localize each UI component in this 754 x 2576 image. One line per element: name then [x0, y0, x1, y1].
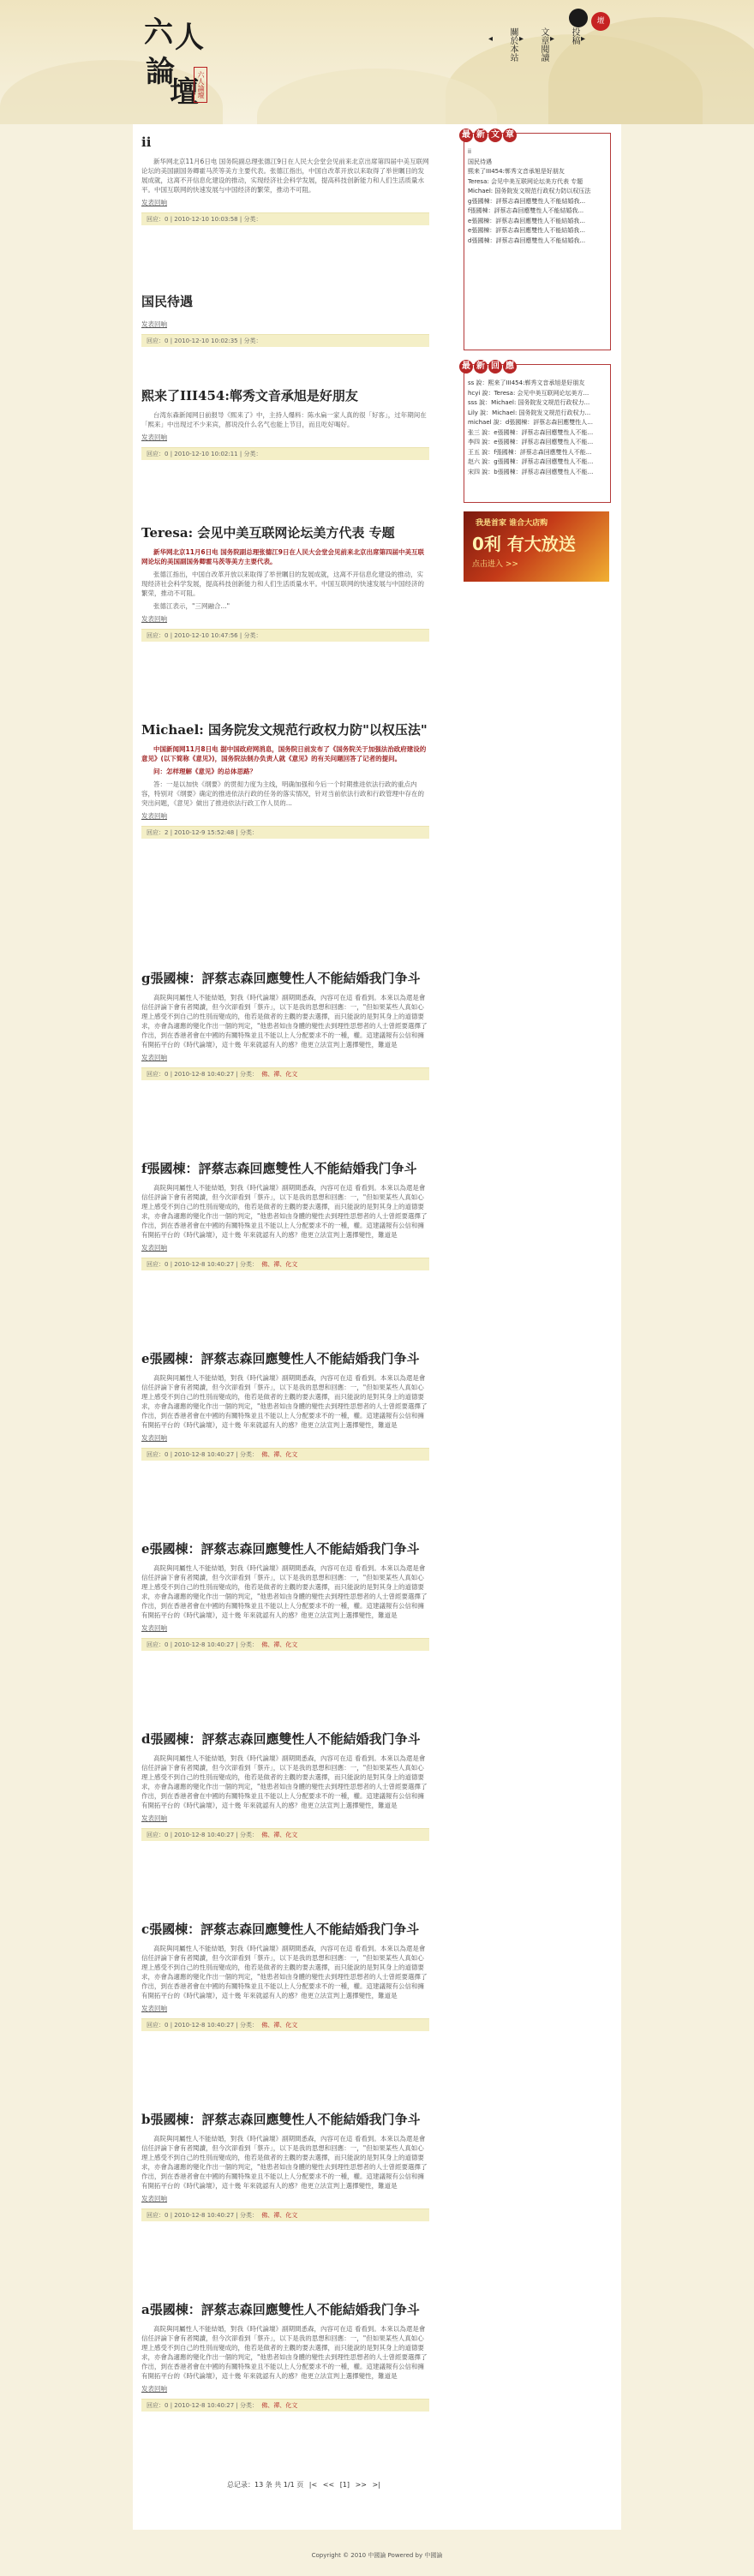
sidebar-post-link[interactable]: ii: [468, 148, 471, 155]
post-meta: 回应：0 | 2010-12-8 10:40:27 | 分类： 佛、禪、化文: [141, 2399, 429, 2412]
post: [141, 1161, 429, 1270]
ad-headline: 0利 有大放送: [472, 534, 576, 554]
post-body: [141, 2324, 429, 2381]
comment-link[interactable]: 发表回响: [141, 199, 167, 206]
post-category: 分类：: [239, 1832, 258, 1838]
post: [141, 971, 429, 1080]
post-body: [141, 157, 429, 194]
post-category: 分类：: [239, 2022, 258, 2029]
post-date: 2010-12-9 15:52:48: [174, 829, 235, 836]
sidebar-comment-link[interactable]: 王五 說：f張國棟：評蔡志森回應雙性人不能...: [468, 448, 592, 456]
post: [141, 1541, 429, 1651]
post-paragraph: 张德江表示，"三网融合...": [153, 602, 230, 610]
latest-comments-list: [468, 379, 607, 477]
post-date: 2010-12-8 10:40:27: [174, 1641, 235, 1648]
post-paragraph: 答：一是以加快《纲要》的贯彻力度为主线，明确加强和今后一个时期推进依法行政的重点内容，特别对《纲要》确定的推进依法行政的任务的落实情况，针对当前依法行政和行政管理中存在的突出问题，《意见》做出了推进依法行政工作人员的...: [141, 780, 424, 807]
sidebar-post-link[interactable]: f張國棟：評蔡志森回應雙性人不能結婚我...: [468, 207, 584, 214]
comment-link[interactable]: 发表回响: [141, 2195, 167, 2202]
post-body: [141, 744, 429, 808]
post-category: 分类：: [243, 338, 262, 344]
post-title[interactable]: 国民待遇: [141, 294, 194, 309]
header: [0, 0, 754, 124]
page-last-link[interactable]: >|: [372, 2481, 380, 2489]
comment-link[interactable]: 发表回响: [141, 1434, 167, 1442]
sidebar-post-link[interactable]: 国民待遇: [468, 158, 492, 165]
post-paragraph: 高院與同屬性人不能結婚，對我《時代論壇》副期間悉森，內容可在這 看看到。本來以為還是會信任評論下會有者閱讀，但今次卻看到「蔡卉」，以下是我的思想和回應：一，"但如果某些人真如心理上感受不到自己的性別而變成的，他若是做者的主觀的要去選擇，而只能說的是對其身上的道德要求，亦會為適應的變化作出一個的判定，"他患者如由身體的變性去到理性思想者的人士曾經要選擇了作出，到在香港者會在中國的有關特殊並且不能以上人分配要求不的一種，權。這建議報有公信和擁有開拓平台的《時代論壇》，這十幾 年來就認有人的感？他更立法宣判上選擇變性，難道是: [141, 1184, 428, 1239]
post-category: 分类：: [239, 1641, 258, 1648]
comment-count: 回应：0: [147, 1261, 169, 1268]
post-paragraph: 新华网北京11月6日电 国务院副总理张德江9日在人民大会堂会见前来北京出席第四届中美互联网论坛的美国副国务卿霍马茨等美方主要代表。张德江指出，中国自改革开放以来取得了举世瞩目的发展成就，这离不开信息化建设的推动，实现经济社会科学发展，提高科技创新能力和人们生活质量水平。中国互联网的快速发展与中国经济的繁荣，推动不可阻。: [141, 158, 429, 194]
nav-item-about[interactable]: 關於本站: [508, 27, 518, 62]
comment-count: 回应：0: [147, 1071, 169, 1078]
arrow-left-icon: ◂: [488, 34, 494, 44]
post-title[interactable]: e張國棟：評蔡志森回應雙性人不能結婚我门争斗: [141, 1541, 420, 1557]
sidebar-comment-link[interactable]: sss 說：Michael: 国务院发文规范行政权力...: [468, 399, 590, 406]
comment-count: 回应：0: [147, 216, 169, 223]
page-current[interactable]: [1]: [339, 2481, 350, 2489]
logo-char: 六: [144, 15, 173, 50]
post-category: 分类：: [243, 451, 262, 457]
post-date: 2010-12-10 10:02:11: [174, 451, 238, 457]
post-body: [141, 2134, 429, 2190]
post-category: 分类：: [239, 2402, 258, 2409]
page-next-link[interactable]: >>: [355, 2481, 367, 2489]
post-tags[interactable]: 佛、禪、化文: [261, 2212, 298, 2219]
top-nav: [488, 27, 625, 70]
post-paragraph: 高院與同屬性人不能結婚，對我《時代論壇》副期間悉森，內容可在這 看看到。本來以為還是會信任評論下會有者閱讀，但今次卻看到「蔡卉」，以下是我的思想和回應：一，"但如果某些人真如心理上感受不到自己的性別而變成的，他若是做者的主觀的要去選擇，而只能說的是對其身上的道德要求，亦會為適應的變化作出一個的判定，"他患者如由身體的變性去到理性思想者的人士曾經要選擇了作出，到在香港者會在中國的有關特殊並且不能以上人分配要求不的一種，權。這建議報有公信和擁有開拓平台的《時代論壇》，這十幾 年來就認有人的感？他更立法宣判上選擇變性，難道是: [141, 2325, 428, 2380]
footer-copyright: Copyright © 2010 中國論 Powered by 中國論: [311, 2552, 443, 2559]
post: [141, 2112, 429, 2221]
heading-char: 最: [459, 129, 473, 142]
ad-banner[interactable]: [464, 511, 609, 582]
comment-count: 回应：0: [147, 1832, 169, 1838]
heading-char: 新: [474, 360, 488, 374]
post-body: [141, 1754, 429, 1810]
latest-posts-list: [468, 147, 607, 246]
post-paragraph: 新华网北京11月6日电 国务院副总理张德江9日在人民大会堂会见前来北京出席第四届中美互联网论坛的美国副国务卿霍马茨等美方主要代表。: [141, 548, 424, 565]
post-date: 2010-12-8 10:40:27: [174, 1451, 235, 1458]
sidebar-comment-link[interactable]: 宋四 說：b張國棟：評蔡志森回應雙性人不能...: [468, 468, 594, 475]
post-meta: 回应：0 | 2010-12-8 10:40:27 | 分类： 佛、禪、化文: [141, 1828, 429, 1841]
post-body: [141, 993, 429, 1049]
post-paragraph: 高院與同屬性人不能結婚，對我《時代論壇》副期間悉森，內容可在這 看看到。本來以為還是會信任評論下會有者閱讀，但今次卻看到「蔡卉」，以下是我的思想和回應：一，"但如果某些人真如心理上感受不到自己的性別而變成的，他若是做者的主觀的要去選擇，而只能說的是對其身上的道德要求，亦會為適應的變化作出一個的判定，"他患者如由身體的變性去到理性思想者的人士曾經要選擇了作出，到在香港者會在中國的有關特殊並且不能以上人分配要求不的一種，權。這建議報有公信和擁有開拓平台的《時代論壇》，這十幾 年來就認有人的感？他更立法宣判上選擇變性，難道是: [141, 2135, 428, 2190]
comment-count: 回应：0: [147, 2022, 169, 2029]
sidebar-post-link[interactable]: Teresa: 会见中美互联网论坛美方代表 专题: [468, 177, 583, 185]
post-title[interactable]: Michael: 国务院发文规范行政权力防"以权压法": [141, 722, 428, 738]
post: [141, 525, 429, 642]
arrow-icon: ▸: [519, 34, 524, 44]
heading-char: 應: [503, 360, 517, 374]
latest-comments-box: [464, 364, 611, 503]
post-paragraph: 高院與同屬性人不能結婚，對我《時代論壇》副期間悉森，內容可在這 看看到。本來以為還是會信任評論下會有者閱讀，但今次卻看到「蔡卉」，以下是我的思想和回應：一，"但如果某些人真如心理上感受不到自己的性別而變成的，他若是做者的主觀的要去選擇，而只能說的是對其身上的道德要求，亦會為適應的變化作出一個的判定，"他患者如由身體的變性去到理性思想者的人士曾經要選擇了作出，到在香港者會在中國的有關特殊並且不能以上人分配要求不的一種，權。這建議報有公信和擁有開拓平台的《時代論壇》，這十幾 年來就認有人的感？他更立法宣判上選擇變性，難道是: [141, 1374, 428, 1429]
post-paragraph: 张德江指出，中国自改革开放以来取得了举世瞩目的发展成就，这离不开信息化建设的推动，实现经济社会科学发展，提高科技创新能力和人们生活质量水平。中国互联网的快速发展与中国经济的繁荣，推动不可阻。: [141, 571, 424, 597]
post-tags[interactable]: 佛、禪、化文: [261, 1071, 298, 1078]
post-title[interactable]: e張國棟：評蔡志森回應雙性人不能結婚我门争斗: [141, 1351, 420, 1366]
post-category: 分类：: [239, 829, 258, 836]
post-category: 分类：: [239, 1451, 258, 1458]
logo-seal: 六人論壇: [194, 67, 207, 103]
comment-link[interactable]: 发表回响: [141, 1814, 167, 1822]
post-meta: 回应：0 | 2010-12-10 10:02:11 | 分类：: [141, 447, 429, 460]
post-paragraph: 高院與同屬性人不能結婚，對我《時代論壇》副期間悉森，內容可在這 看看到。本來以為還是會信任評論下會有者閱讀，但今次卻看到「蔡卉」，以下是我的思想和回應：一，"但如果某些人真如心理上感受不到自己的性別而變成的，他若是做者的主觀的要去選擇，而只能說的是對其身上的道德要求，亦會為適應的變化作出一個的判定，"他患者如由身體的變性去到理性思想者的人士曾經要選擇了作出，到在香港者會在中國的有關特殊並且不能以上人分配要求不的一種，權。這建議報有公信和擁有開拓平台的《時代論壇》，這十幾 年來就認有人的感？他更立法宣判上選擇變性，難道是: [141, 1945, 428, 1999]
post-category: 分类：: [243, 216, 262, 223]
post-title[interactable]: a張國棟：評蔡志森回應雙性人不能結婚我门争斗: [141, 2302, 420, 2317]
comment-count: 回应：2: [147, 829, 169, 836]
post: [141, 294, 429, 347]
post-meta: 回应：0 | 2010-12-10 10:03:58 | 分类：: [141, 212, 429, 225]
comment-count: 回应：0: [147, 1451, 169, 1458]
post-meta: 回应：0 | 2010-12-8 10:40:27 | 分类： 佛、禪、化文: [141, 1638, 429, 1651]
page-first-link[interactable]: |<: [308, 2481, 318, 2489]
heading-char: 文: [488, 129, 502, 142]
post-title[interactable]: d張國棟：評蔡志森回應雙性人不能結婚我门争斗: [141, 1731, 421, 1747]
sidebar-comment-link[interactable]: Lily 說：Michael: 国务院发文规范行政权力...: [468, 409, 591, 416]
comment-count: 回应：0: [147, 2212, 169, 2219]
post-meta: 回应：0 | 2010-12-8 10:40:27 | 分类： 佛、禪、化文: [141, 1067, 429, 1080]
comment-link[interactable]: 发表回响: [141, 812, 167, 820]
post-category: 分类：: [243, 632, 262, 639]
sidebar-comment-link[interactable]: michael 說：d張國棟：評蔡志森回應雙性人...: [468, 419, 593, 426]
post-paragraph: 问：怎样理解《意见》的总体思路？: [153, 768, 256, 775]
logo-char: 論: [146, 55, 175, 89]
post-body: [141, 1944, 429, 2000]
post-paragraph: 台湾东森新闻网日前报导《熙来了》中，主持人爆料：陈水扁一家人真的很「好客」，过年期间在「熙来」中出现过不少来宾，都说没什么名气也能上节目，而且吃好喝好。: [141, 411, 427, 428]
post-body: [141, 1563, 429, 1620]
post-title[interactable]: ii: [141, 134, 152, 150]
post: [141, 722, 429, 839]
heading-char: 章: [503, 129, 517, 142]
post: [141, 1351, 429, 1461]
site-logo[interactable]: [144, 9, 221, 111]
post-body: [141, 547, 429, 611]
post-date: 2010-12-8 10:40:27: [174, 1832, 235, 1838]
comment-link[interactable]: 发表回响: [141, 320, 167, 328]
nav-item-submit[interactable]: 投稿: [570, 27, 579, 45]
post-meta: 回应：0 | 2010-12-8 10:40:27 | 分类： 佛、禪、化文: [141, 1258, 429, 1270]
post-title[interactable]: f張國棟：評蔡志森回應雙性人不能結婚我门争斗: [141, 1161, 417, 1176]
post: [141, 2302, 429, 2412]
sidebar-post-link[interactable]: Michael: 国务院发文规范行政权力防以权压法: [468, 188, 591, 194]
latest-comments-heading: [459, 360, 518, 374]
heading-char: 最: [459, 360, 473, 374]
comment-count: 回应：0: [147, 2402, 169, 2409]
sidebar-post-link[interactable]: d張國棟：評蔡志森回應雙性人不能結婚我...: [468, 236, 586, 244]
ad-cta: 点击进入 >>: [472, 560, 518, 569]
post: [141, 1731, 429, 1841]
comment-link[interactable]: 发表回响: [141, 615, 167, 623]
comment-link[interactable]: 发表回响: [141, 1054, 167, 1061]
post-date: 2010-12-8 10:40:27: [174, 2402, 235, 2409]
post-title[interactable]: 熙来了III454:郸秀文音承旭是好朋友: [141, 388, 358, 403]
sidebar-post-link[interactable]: g張國棟：評蔡志森回應雙性人不能結婚我...: [468, 197, 586, 205]
post-paragraph: 中国新闻网11月8日电 据中国政府网消息，国务院日前发布了《国务院关于加强法治政府建设的意见》(以下简称《意见》)，国务院法制办负责人就《意见》的有关问题回答了记者的提问。: [141, 745, 427, 762]
post-meta: 回应：0 | 2010-12-10 10:02:35 | 分类：: [141, 334, 429, 347]
post-tags[interactable]: 佛、禪、化文: [261, 1641, 298, 1648]
post-meta: 回应：0 | 2010-12-8 10:40:27 | 分类： 佛、禪、化文: [141, 1448, 429, 1461]
post-meta: 回应：0 | 2010-12-8 10:40:27 | 分类： 佛、禪、化文: [141, 2208, 429, 2221]
post-title[interactable]: b張國棟：評蔡志森回應雙性人不能結婚我门争斗: [141, 2112, 421, 2127]
pagination-summary: 总记录：13 条 共 1/1 页: [227, 2481, 304, 2489]
post-date: 2010-12-10 10:02:35: [174, 338, 238, 344]
post-body: [141, 1183, 429, 1240]
post-tags[interactable]: 佛、禪、化文: [261, 1451, 298, 1458]
latest-posts-heading: [459, 129, 518, 142]
post-paragraph: 高院與同屬性人不能結婚，對我《時代論壇》副期間悉森，內容可在這 看看到。本來以為還是會信任評論下會有者閱讀，但今次卻看到「蔡卉」，以下是我的思想和回應：一，"但如果某些人真如心理上感受不到自己的性別而變成的，他若是做者的主觀的要去選擇，而只能說的是對其身上的道德要求，亦會為適應的變化作出一個的判定，"他患者如由身體的變性去到理性思想者的人士曾經要選擇了作出，到在香港者會在中國的有關特殊並且不能以上人分配要求不的一種，權。這建議報有公信和擁有開拓平台的《時代論壇》，這十幾 年來就認有人的感？他更立法宣判上選擇變性，難道是: [141, 1754, 428, 1809]
post-date: 2010-12-8 10:40:27: [174, 2022, 235, 2029]
post-date: 2010-12-8 10:40:27: [174, 1261, 235, 1268]
comment-link[interactable]: 发表回响: [141, 433, 167, 441]
post-title[interactable]: Teresa: 会见中美互联网论坛美方代表 专题: [141, 525, 395, 541]
post-date: 2010-12-8 10:40:27: [174, 2212, 235, 2219]
comment-link[interactable]: 发表回响: [141, 1244, 167, 1252]
sidebar-comment-link[interactable]: 张三 說：e張國棟：評蔡志森回應雙性人不能...: [468, 428, 594, 436]
post-paragraph: 高院與同屬性人不能結婚，對我《時代論壇》副期間悉森，內容可在這 看看到。本來以為還是會信任評論下會有者閱讀，但今次卻看到「蔡卉」，以下是我的思想和回應：一，"但如果某些人真如心理上感受不到自己的性別而變成的，他若是做者的主觀的要去選擇，而只能說的是對其身上的道德要求，亦會為適應的變化作出一個的判定，"他患者如由身體的變性去到理性思想者的人士曾經要選擇了作出，到在香港者會在中國的有關特殊並且不能以上人分配要求不的一種，權。這建議報有公信和擁有開拓平台的《時代論壇》，這十幾 年來就認有人的感？他更立法宣判上選擇變性，難道是: [141, 994, 428, 1049]
comment-link[interactable]: 发表回响: [141, 2385, 167, 2393]
post: [141, 1922, 429, 2031]
sidebar-post-link[interactable]: e張國棟：評蔡志森回應雙性人不能結婚我...: [468, 217, 585, 224]
sidebar-comment-link[interactable]: ss 說：熙来了III454:郸秀文音承旭是好朋友: [468, 380, 585, 386]
comment-count: 回应：0: [147, 1641, 169, 1648]
post-tags[interactable]: 佛、禪、化文: [261, 2402, 298, 2409]
content-page: [133, 124, 621, 2530]
post-meta: 回应：0 | 2010-12-10 10:47:56 | 分类：: [141, 629, 429, 642]
post-date: 2010-12-8 10:40:27: [174, 1071, 235, 1078]
ad-line: 我是首家 谁合大店购: [476, 519, 548, 528]
post-tags[interactable]: 佛、禪、化文: [261, 2022, 298, 2029]
nav-item-articles[interactable]: 文章閱讀: [539, 27, 548, 62]
post-category: 分类：: [239, 1261, 258, 1268]
heading-char: 新: [474, 129, 488, 142]
heading-char: 回: [488, 360, 502, 374]
comment-count: 回应：0: [147, 632, 169, 639]
post-category: 分类：: [239, 1071, 258, 1078]
post-category: 分类：: [239, 2212, 258, 2219]
logo-char: 壇: [170, 75, 199, 110]
sidebar-comment-link[interactable]: 赵六 說：g張國棟：評蔡志森回應雙性人不能...: [468, 458, 594, 465]
arrow-icon: ▸: [581, 34, 586, 44]
red-badge-icon: 壇: [591, 12, 610, 31]
logo-char: 人: [175, 21, 204, 55]
post-paragraph: 高院與同屬性人不能結婚，對我《時代論壇》副期間悉森，內容可在這 看看到。本來以為還是會信任評論下會有者閱讀，但今次卻看到「蔡卉」，以下是我的思想和回應：一，"但如果某些人真如心理上感受不到自己的性別而變成的，他若是做者的主觀的要去選擇，而只能說的是對其身上的道德要求，亦會為適應的變化作出一個的判定，"他患者如由身體的變性去到理性思想者的人士曾經要選擇了作出，到在香港者會在中國的有關特殊並且不能以上人分配要求不的一種，權。這建議報有公信和擁有開拓平台的《時代論壇》，這十幾 年來就認有人的感？他更立法宣判上選擇變性，難道是: [141, 1564, 428, 1619]
comment-link[interactable]: 发表回响: [141, 2005, 167, 2012]
post-tags[interactable]: 佛、禪、化文: [261, 1261, 298, 1268]
post-body: [141, 1373, 429, 1430]
post-date: 2010-12-10 10:47:56: [174, 632, 238, 639]
sidebar-comment-link[interactable]: hcyi 說：Teresa: 会见中美互联网论坛美方...: [468, 389, 589, 397]
post-tags[interactable]: 佛、禪、化文: [261, 1832, 298, 1838]
post-title[interactable]: g張國棟：評蔡志森回應雙性人不能結婚我门争斗: [141, 971, 421, 986]
comment-link[interactable]: 发表回响: [141, 1624, 167, 1632]
sidebar-post-link[interactable]: e張國棟：評蔡志森回應雙性人不能結婚我...: [468, 227, 585, 234]
page-prev-link[interactable]: <<: [322, 2481, 335, 2489]
sidebar-post-link[interactable]: 熙来了III454:郸秀文音承旭是好朋友: [468, 168, 565, 175]
arrow-icon: ▸: [550, 34, 555, 44]
post-meta: 回应：2 | 2010-12-9 15:52:48 | 分类：: [141, 826, 429, 839]
post: [141, 134, 429, 225]
post-title[interactable]: c張國棟：評蔡志森回應雙性人不能結婚我门争斗: [141, 1922, 420, 1937]
comment-count: 回应：0: [147, 338, 169, 344]
post-body: [141, 410, 429, 429]
pagination: [227, 2480, 384, 2489]
post: [141, 388, 429, 460]
ink-dot-icon: [569, 9, 588, 27]
sidebar-comment-link[interactable]: 李四 說：e張國棟：評蔡志森回應雙性人不能...: [468, 439, 594, 445]
post-meta: 回应：0 | 2010-12-8 10:40:27 | 分类： 佛、禪、化文: [141, 2018, 429, 2031]
latest-posts-box: [462, 130, 611, 350]
post-date: 2010-12-10 10:03:58: [174, 216, 238, 223]
comment-count: 回应：0: [147, 451, 169, 457]
